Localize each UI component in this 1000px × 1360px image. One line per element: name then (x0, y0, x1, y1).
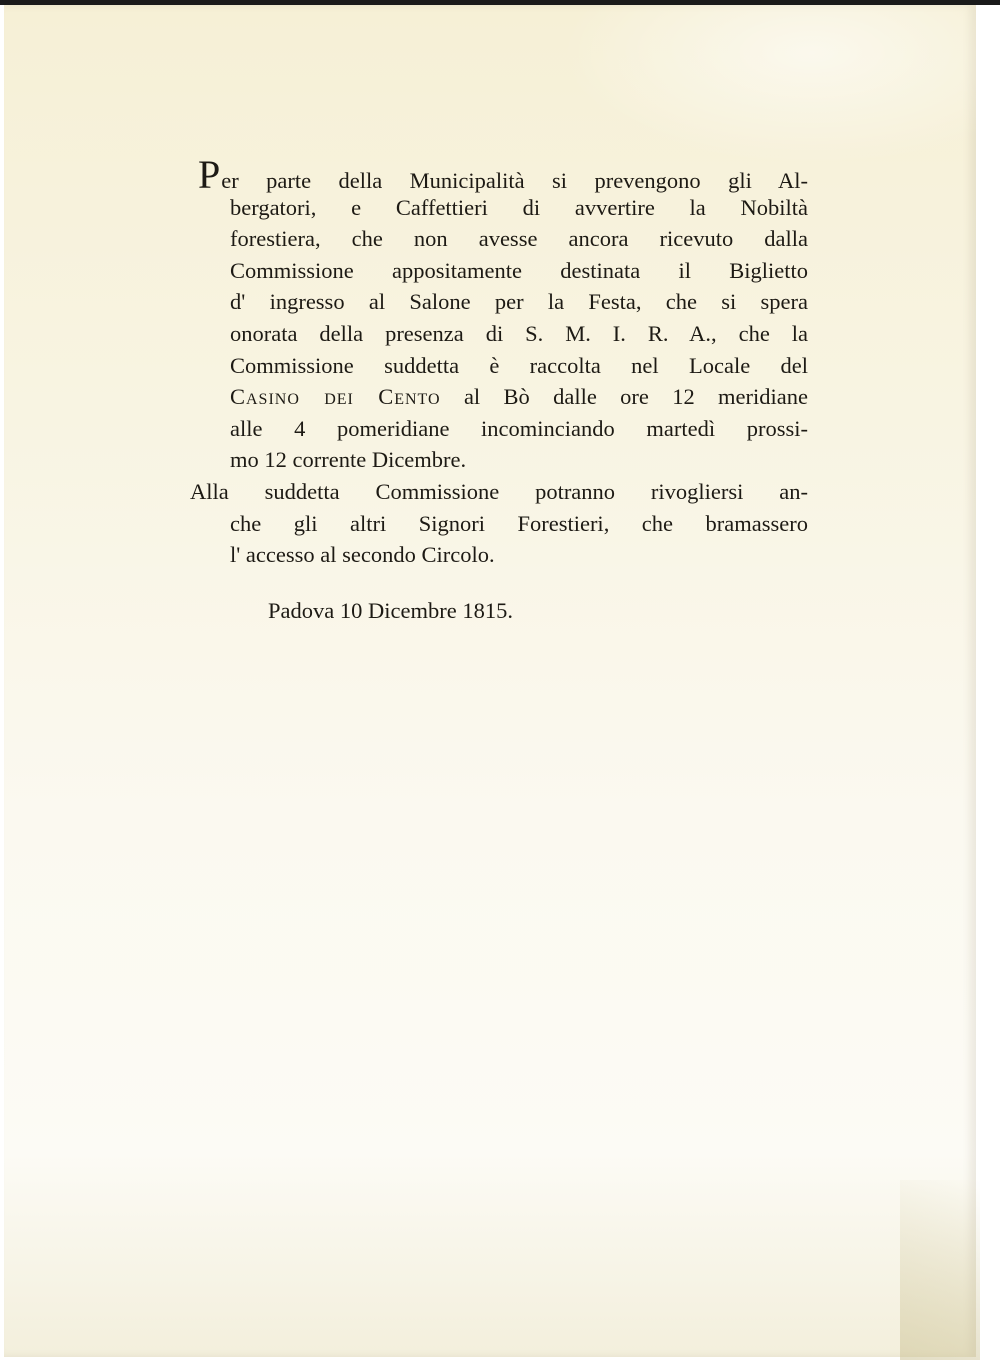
paper-light-spot (560, 5, 980, 165)
paragraph1-casino-line: Casino dei Cento al Bò dalle ore 12 meridiane (230, 384, 809, 410)
notice-body (190, 152, 809, 571)
date-line: Padova 10 Dicembre 1815. (268, 598, 513, 623)
paragraph2-line: l' accesso al secondo Circolo. (230, 542, 495, 568)
paper-stain-corner (900, 1180, 980, 1360)
paragraph1-line: Commissione appositamente destinata il Biglietto (230, 257, 808, 283)
paragraph1-line: onorata della presenza di S. M. I. R. A., che la (230, 320, 808, 346)
paragraph1-line: Commissione suddetta è raccolta nel Locale del (230, 352, 808, 378)
paragraph1-line: forestiera, che non avesse ancora ricevuto dalla (230, 226, 808, 252)
paragraph1-line: mo 12 corrente Dicembre. (230, 447, 467, 473)
drop-cap: P (198, 152, 221, 197)
paragraph1-line: d' ingresso al Salone per la Festa, che si spera (230, 289, 808, 315)
paragraph1-line: bergatori, e Caffettieri di avvertire la Nobiltà (230, 194, 808, 220)
paragraph2-line: che gli altri Signori Forestieri, che bramassero (230, 510, 808, 536)
paragraph1-line-1: Per parte della Municipalità si prevengono gli Al- (198, 152, 808, 197)
casino-name: Casino dei Cento (230, 384, 441, 410)
paragraph2-line: Alla suddetta Commissione potranno rivogliersi an- (190, 478, 808, 504)
paragraph1-line: alle 4 pomeridiane incominciando martedì prossi- (230, 415, 808, 441)
